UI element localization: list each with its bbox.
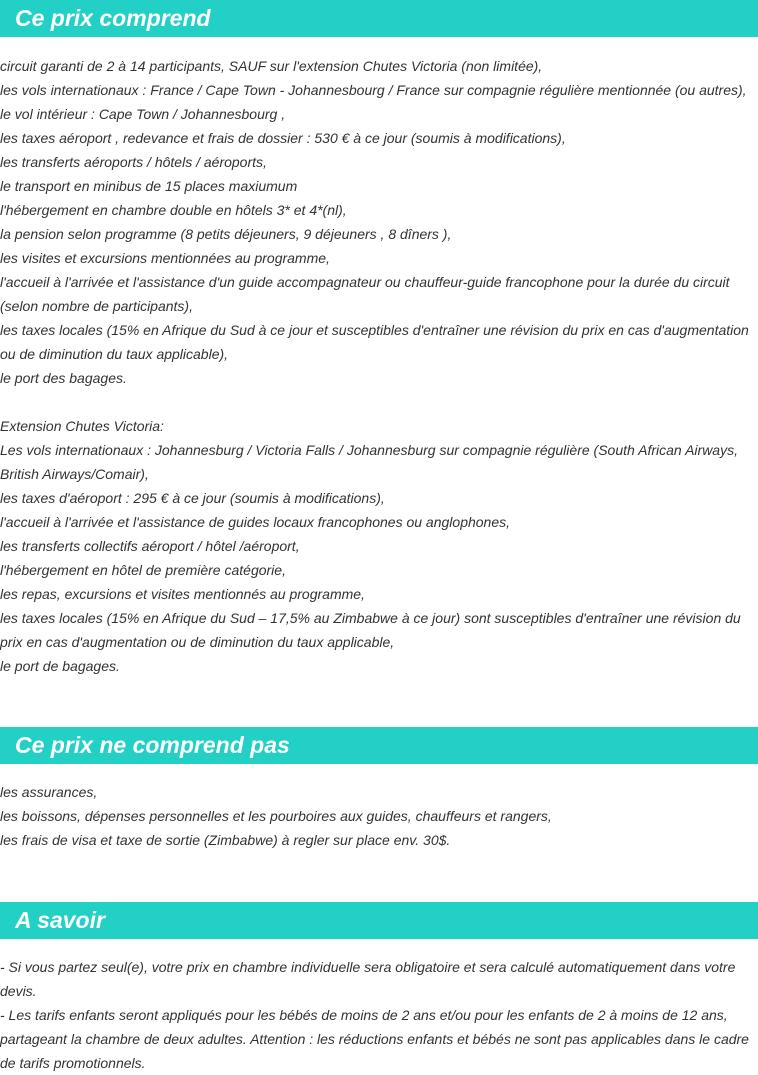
list-item: le port de bagages.	[0, 658, 120, 674]
extension-title: Extension Chutes Victoria:	[0, 418, 164, 434]
list-item: les taxes d'aéroport : 295 € à ce jour (soumis à modifications),	[0, 490, 385, 506]
list-item: les assurances,	[0, 784, 98, 800]
section-header-excluded: Ce prix ne comprend pas	[0, 727, 758, 764]
list-item: les transferts collectifs aéroport / hôtel /aéroport,	[0, 538, 300, 554]
list-item: les vols internationaux : France / Cape Town - Johannesbourg / France sur compagnie régulière mentionnée (ou autres),	[0, 82, 747, 98]
list-item: les taxes locales (15% en Afrique du Sud – 17,5% au Zimbabwe à ce jour) sont susceptibles d'entraîner une révision du prix en cas d'augmentation ou de diminution du taux applicable,	[0, 610, 741, 650]
list-item: le transport en minibus de 15 places maxiumum	[0, 178, 298, 194]
list-item: circuit garanti de 2 à 14 participants, SAUF sur l'extension Chutes Victoria (non limitée),	[0, 58, 543, 74]
list-item: les repas, excursions et visites mentionnés au programme,	[0, 586, 365, 602]
list-item: les transferts aéroports / hôtels / aéroports,	[0, 154, 267, 170]
list-item: Les vols internationaux : Johannesburg / Victoria Falls / Johannesburg sur compagnie régulière (South African Airways, British Airways/Comair),	[0, 442, 738, 482]
list-item: le port des bagages.	[0, 370, 127, 386]
list-item: la pension selon programme (8 petits déjeuners, 9 déjeuners , 8 dîners ),	[0, 226, 452, 242]
section-header-to-know: A savoir	[0, 902, 758, 939]
list-item: les visites et excursions mentionnées au programme,	[0, 250, 330, 266]
list-item: l'accueil à l'arrivée et l'assistance de guides locaux francophones ou anglophones,	[0, 514, 511, 530]
list-item: - Si vous partez seul(e), votre prix en chambre individuelle sera obligatoire et sera calculé automatiquement dans votre devis.	[0, 959, 736, 999]
to-know-list	[0, 955, 758, 1075]
list-item: les taxes aéroport , redevance et frais de dossier : 530 € à ce jour (soumis à modifications),	[0, 130, 566, 146]
list-item: le vol intérieur : Cape Town / Johannesbourg ,	[0, 106, 286, 122]
list-item: l'hébergement en hôtel de première catégorie,	[0, 562, 286, 578]
list-item: l'hébergement en chambre double en hôtels 3* et 4*(nl),	[0, 202, 347, 218]
list-item: - Les tarifs enfants seront appliqués pour les bébés de moins de 2 ans et/ou pour les enfants de 2 à moins de 12 ans, partageant la chambre de deux adultes. Attention : les réductions enfants et bébés ne sont pas applicables dans le cadre de tarifs promotionnels.	[0, 1007, 749, 1071]
list-item: les boissons, dépenses personnelles et les pourboires aux guides, chauffeurs et rangers,	[0, 808, 552, 824]
included-list	[0, 54, 758, 678]
section-header-included: Ce prix comprend	[0, 0, 758, 37]
excluded-list	[0, 780, 758, 852]
list-item: les taxes locales (15% en Afrique du Sud à ce jour et susceptibles d'entraîner une révision du prix en cas d'augmentation ou de diminution du taux applicable),	[0, 322, 749, 362]
list-item: les frais de visa et taxe de sortie (Zimbabwe) à regler sur place env. 30$.	[0, 832, 451, 848]
list-item: l'accueil à l'arrivée et l'assistance d'un guide accompagnateur ou chauffeur-guide francophone pour la durée du circuit (selon nombre de participants),	[0, 274, 730, 314]
